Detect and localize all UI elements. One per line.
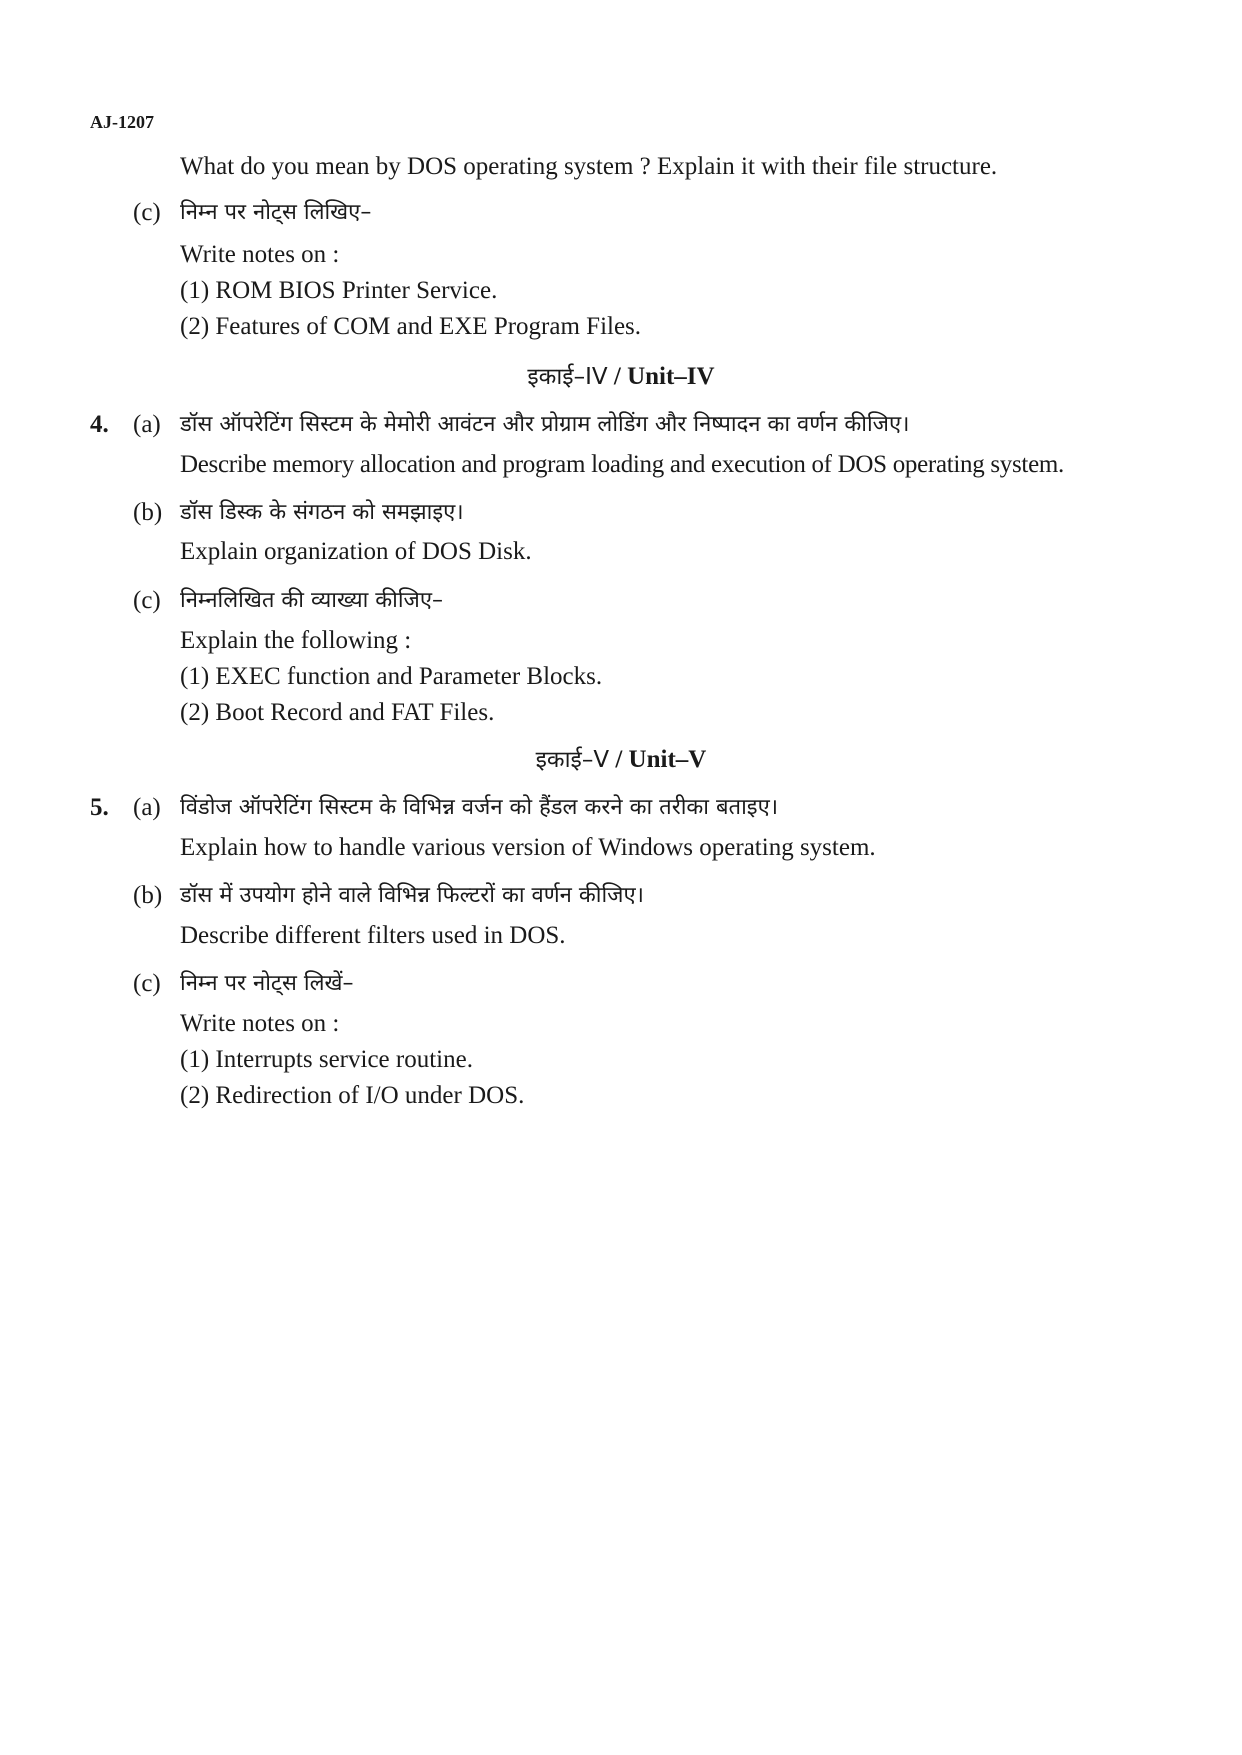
- q3c-hindi: निम्न पर नोट्स लिखिए–: [180, 200, 372, 225]
- q5b-english: Describe different filters used in DOS.: [180, 922, 566, 949]
- unit-v-heading: [0, 745, 1242, 775]
- q4c-english: Explain the following :: [180, 627, 412, 654]
- unit-iv-english: Unit–IV: [627, 363, 715, 390]
- unit-iv-heading: [0, 362, 1242, 392]
- q5c-item-2: (2) Redirection of I/O under DOS.: [180, 1082, 525, 1109]
- q3c-item-1: (1) ROM BIOS Printer Service.: [180, 277, 498, 304]
- unit-iv-hindi: इकाई–IV: [527, 364, 608, 390]
- q4b-english: Explain organization of DOS Disk.: [180, 538, 532, 565]
- q5c-item-1: (1) Interrupts service routine.: [180, 1046, 473, 1073]
- q5-number: 5.: [90, 794, 109, 821]
- q4c-label: (c): [133, 587, 161, 614]
- q4b-label: (b): [133, 499, 163, 526]
- q5c-label: (c): [133, 970, 161, 997]
- q5c-hindi: निम्न पर नोट्स लिखें–: [180, 971, 354, 996]
- q4c-hindi: निम्नलिखित की व्याख्या कीजिए–: [180, 588, 444, 613]
- unit-v-separator: /: [609, 746, 629, 773]
- q5b-label: (b): [133, 882, 163, 909]
- unit-v-english: Unit–V: [628, 746, 707, 773]
- q4a-label: (a): [133, 411, 161, 438]
- q3c-item-2: (2) Features of COM and EXE Program Files.: [180, 313, 642, 340]
- q5a-hindi: विंडोज ऑपरेटिंग सिस्टम के विभिन्न वर्जन को हैंडल करने का तरीका बताइए।: [180, 795, 779, 820]
- q4a-hindi: डॉस ऑपरेटिंग सिस्टम के मेमोरी आवंटन और प्रोग्राम लोडिंग और निष्पादन का वर्णन कीजिए।: [180, 412, 910, 437]
- q5c-english: Write notes on :: [180, 1010, 340, 1037]
- q4c-item-1: (1) EXEC function and Parameter Blocks.: [180, 663, 603, 690]
- q4b-hindi: डॉस डिस्क के संगठन को समझाइए।: [180, 500, 464, 525]
- q5a-label: (a): [133, 794, 161, 821]
- q5a-english: Explain how to handle various version of Windows operating system.: [180, 834, 876, 861]
- q4a-english: Describe memory allocation and program loading and execution of DOS operating system.: [180, 451, 1064, 478]
- q5b-hindi: डॉस में उपयोग होने वाले विभिन्न फिल्टरों का वर्णन कीजिए।: [180, 883, 644, 908]
- unit-iv-separator: /: [607, 363, 628, 390]
- q4-number: 4.: [90, 411, 109, 438]
- q3b-continued-text: What do you mean by DOS operating system ? Explain it with their file structure.: [180, 153, 998, 180]
- q3c-english: Write notes on :: [180, 241, 340, 268]
- paper-code: AJ-1207: [90, 112, 154, 132]
- unit-v-hindi: इकाई–V: [535, 747, 610, 773]
- q3c-label: (c): [133, 199, 161, 226]
- q4c-item-2: (2) Boot Record and FAT Files.: [180, 699, 495, 726]
